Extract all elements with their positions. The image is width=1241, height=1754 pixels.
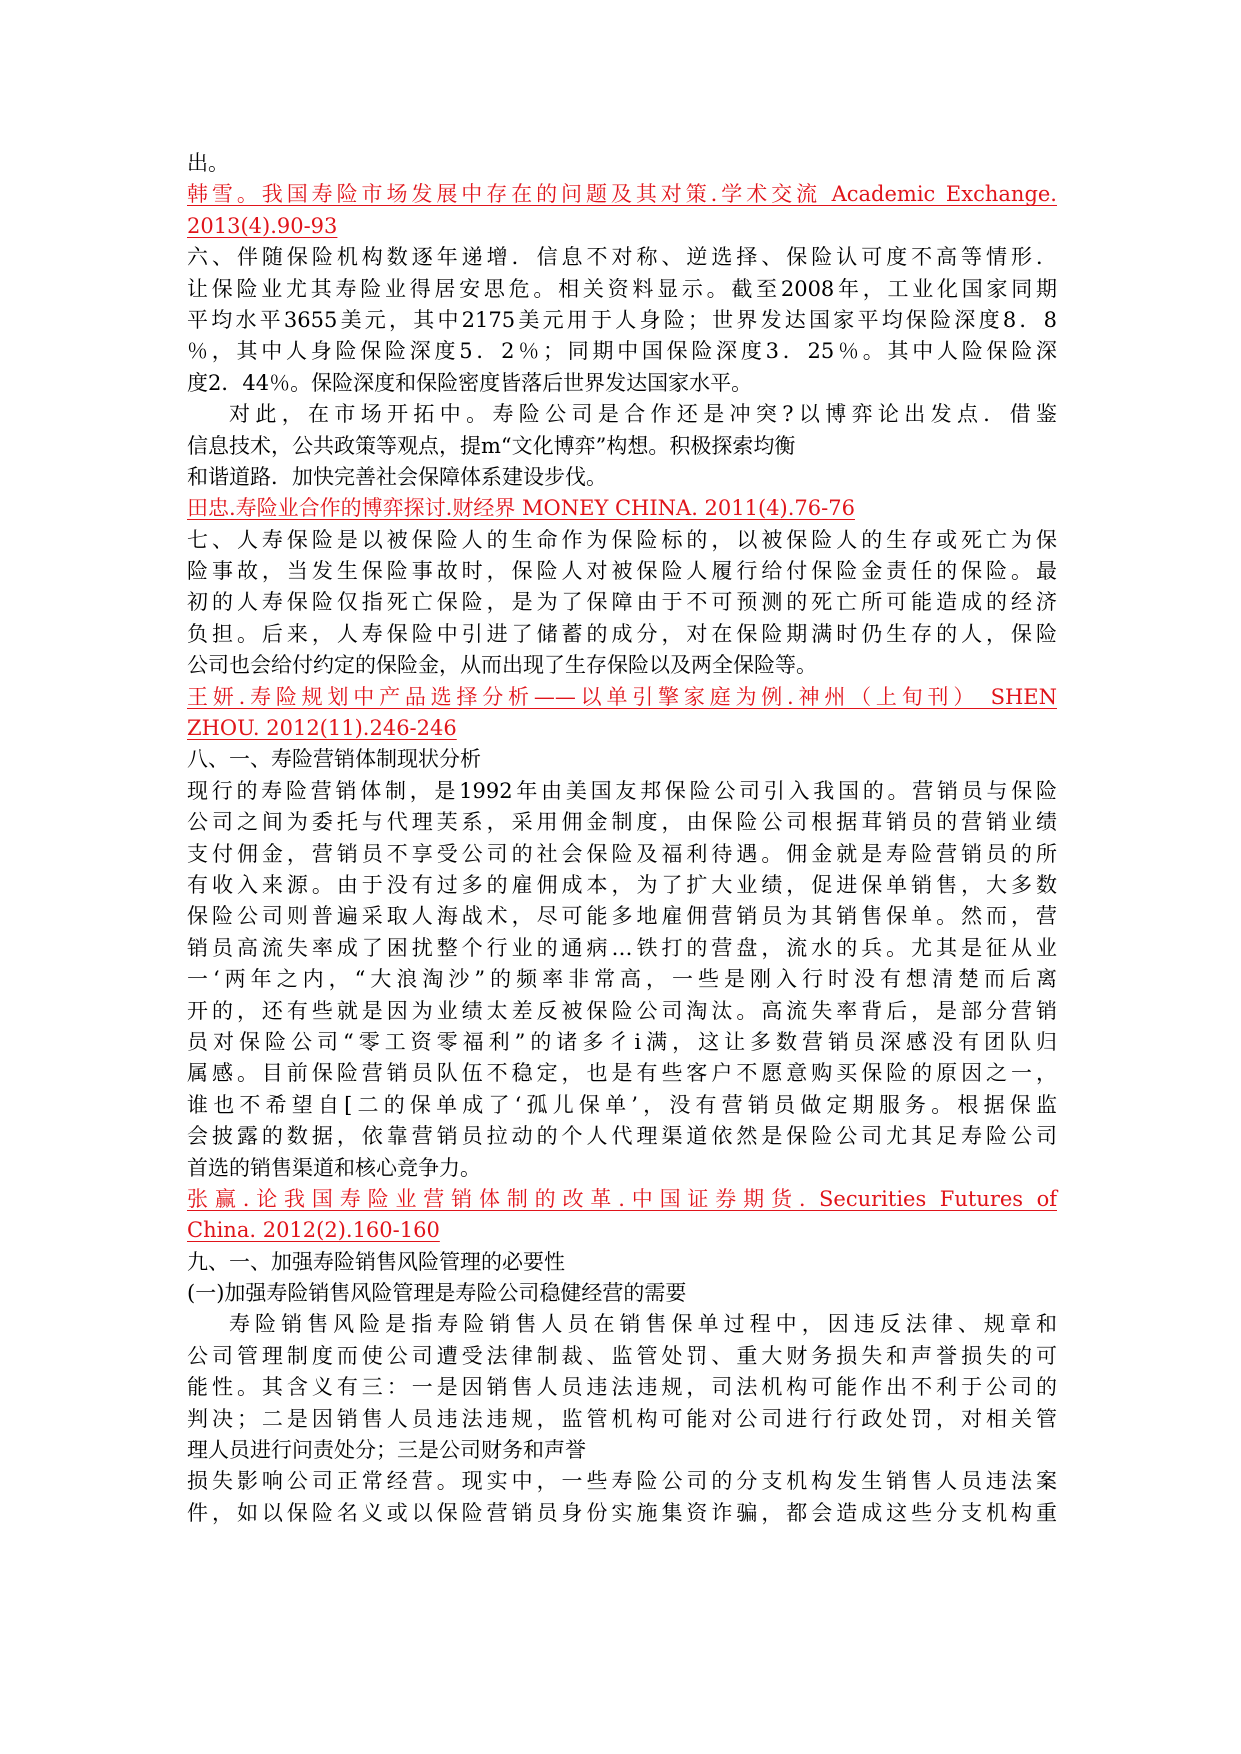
body-text-line: 九、一、加强寿险销售风险管理的必要性 [187,1249,565,1274]
body-text-line: 有收入来源。由于没有过多的雇佣成本，为了扩大业绩，促进保单销售，大多数 [187,872,1057,897]
body-text-line: 员对保险公司“零工资零福利”的诸多彳i满，这让多数营销员深感没有团队归 [187,1029,1057,1054]
reference-line: 韩雪。我国寿险市场发展中存在的问题及其对策.学术交流 Academic Exchange. [187,182,1057,207]
body-text-line: 损失影响公司正常经营。现实中，一些寿险公司的分支机构发生销售人员违法案 [187,1469,1057,1494]
document-page [187,148,1057,1529]
body-text-line: 理人员进行问责处分；三是公司财务和声誉 [187,1438,586,1463]
body-text-line: 六、伴随保险机构数逐年递增．信息不对称、逆选择、保险认可度不高等情形． [187,245,1057,270]
reference-line: China. 2012(2).160-160 [187,1218,440,1243]
reference-line: 张赢.论我国寿险业营销体制的改革.中国证券期货. Securities Futures of [187,1186,1057,1211]
body-text-line: 会披露的数据，依靠营销员拉动的个人代理渠道依然是保险公司尤其足寿险公司 [187,1124,1057,1149]
body-text-line: 保险公司则普遍采取人海战术，尽可能多地雇佣营销员为其销售保单。然而，营 [187,904,1057,929]
body-text-line: 出。 [187,151,229,175]
body-text-line: 谁也不希望自[二的保单成了‘孤儿保单’，没有营销员做定期服务。根据保监 [187,1092,1057,1117]
body-text-line: 公司之间为委托与代理芙系，采用佣金制度，由保险公司根据茸销员的营销业绩 [187,810,1057,835]
body-text-line: 一‘两年之内，“大浪淘沙”的频率非常高，一些是刚入行时没有想清楚而后离 [187,967,1057,992]
body-text-line: 寿险销售风险是指寿险销售人员在销售保单过程中，因违反法律、规章和 [229,1312,1057,1337]
body-text-line: 件，如以保险名义或以保险营销员身份实施集资诈骗，都会造成这些分支机构重 [187,1500,1057,1525]
reference-line: 2013(4).90-93 [187,213,338,238]
body-text-line: 让保险业尤其寿险业得居安思危。相关资料显示。截至2008年，工业化国家同期 [187,276,1057,301]
body-text-line: (一)加强寿险销售风险管理是寿险公司稳健经营的需要 [187,1281,687,1306]
body-text-line: 属感。目前保险营销员队伍不稳定，也是有些客户不愿意购买保险的原因之一， [187,1061,1057,1086]
body-text-line: 公司管理制度而使公司遭受法律制裁、监管处罚、重大财务损失和声誉损失的可 [187,1343,1057,1368]
body-text-line: 八、一、寿险营销体制现状分析 [187,747,481,772]
body-text-line: 信息技术，公共政策等观点，提m“文化博弈”构想。积极探索均衡 [187,433,796,458]
body-text-line: 和谐道路．加快完善社会保障体系建设步伐。 [187,464,607,489]
body-text-line: 险事故，当发生保险事故时，保险人对被保险人履行给付保险金责任的保险。最 [187,559,1057,584]
body-text-line: ％，其中人身险保险深度5．2％；同期中国保险深度3．25％。其中人险保险深 [187,339,1057,364]
body-text-line: 首选的销售渠道和核心竞争力。 [187,1155,481,1180]
body-text-line: 开的，还有些就是因为业绩太差反被保险公司淘汰。高流失率背后，是部分营销 [187,998,1057,1023]
body-text-line: 七、人寿保险是以被保险人的生命作为保险标的，以被保险人的生存或死亡为保 [187,527,1057,552]
body-text-line: 平均水平3655美元，其中2175美元用于人身险；世界发达国家平均保险深度8．8 [187,307,1057,332]
body-text-line: 公司也会给付约定的保险金，从而出现了生存保险以及两全保险等。 [187,653,817,678]
body-text-line: 负担。后来，人寿保险中引进了储蓄的成分，对在保险期满时仍生存的人，保险 [187,621,1057,646]
reference-line: 田忠.寿险业合作的博弈探讨.财经界 MONEY CHINA. 2011(4).76-76 [187,496,855,521]
body-text-line: 销员高流失率成了困扰整个行业的通病…铁打的营盘，流水的兵。尤其是征从业 [187,935,1057,960]
body-text-line: 现行的寿险营销体制，是1992年由美国友邦保险公司引入我国的。营销员与保险 [187,778,1057,803]
body-text-line: 支付佣金，营销员不享受公司的社会保险及福利待遇。佣金就是寿险营销员的所 [187,841,1057,866]
body-text-line: 判决；二是因销售人员违法违规，监管机构可能对公司进行行政处罚，对相关管 [187,1406,1057,1431]
body-text-line: 度2．44％。保险深度和保险密度皆落后世界发达国家水平。 [187,370,753,395]
reference-line: 王妍.寿险规划中产品选择分析——以单引擎家庭为例.神州（上旬刊） SHEN [187,684,1057,709]
reference-line: ZHOU. 2012(11).246-246 [187,716,457,741]
body-text-line: 初的人寿保险仅指死亡保险，是为了保障由于不可预测的死亡所可能造成的经济 [187,590,1057,615]
body-text-line: 能性。其含义有三：一是因销售人员违法违规，司法机构可能作出不利于公司的 [187,1375,1057,1400]
body-text-line: 对此，在市场开拓中。寿险公司是合作还是冲突?以博弈论出发点．借鉴 [229,402,1057,427]
